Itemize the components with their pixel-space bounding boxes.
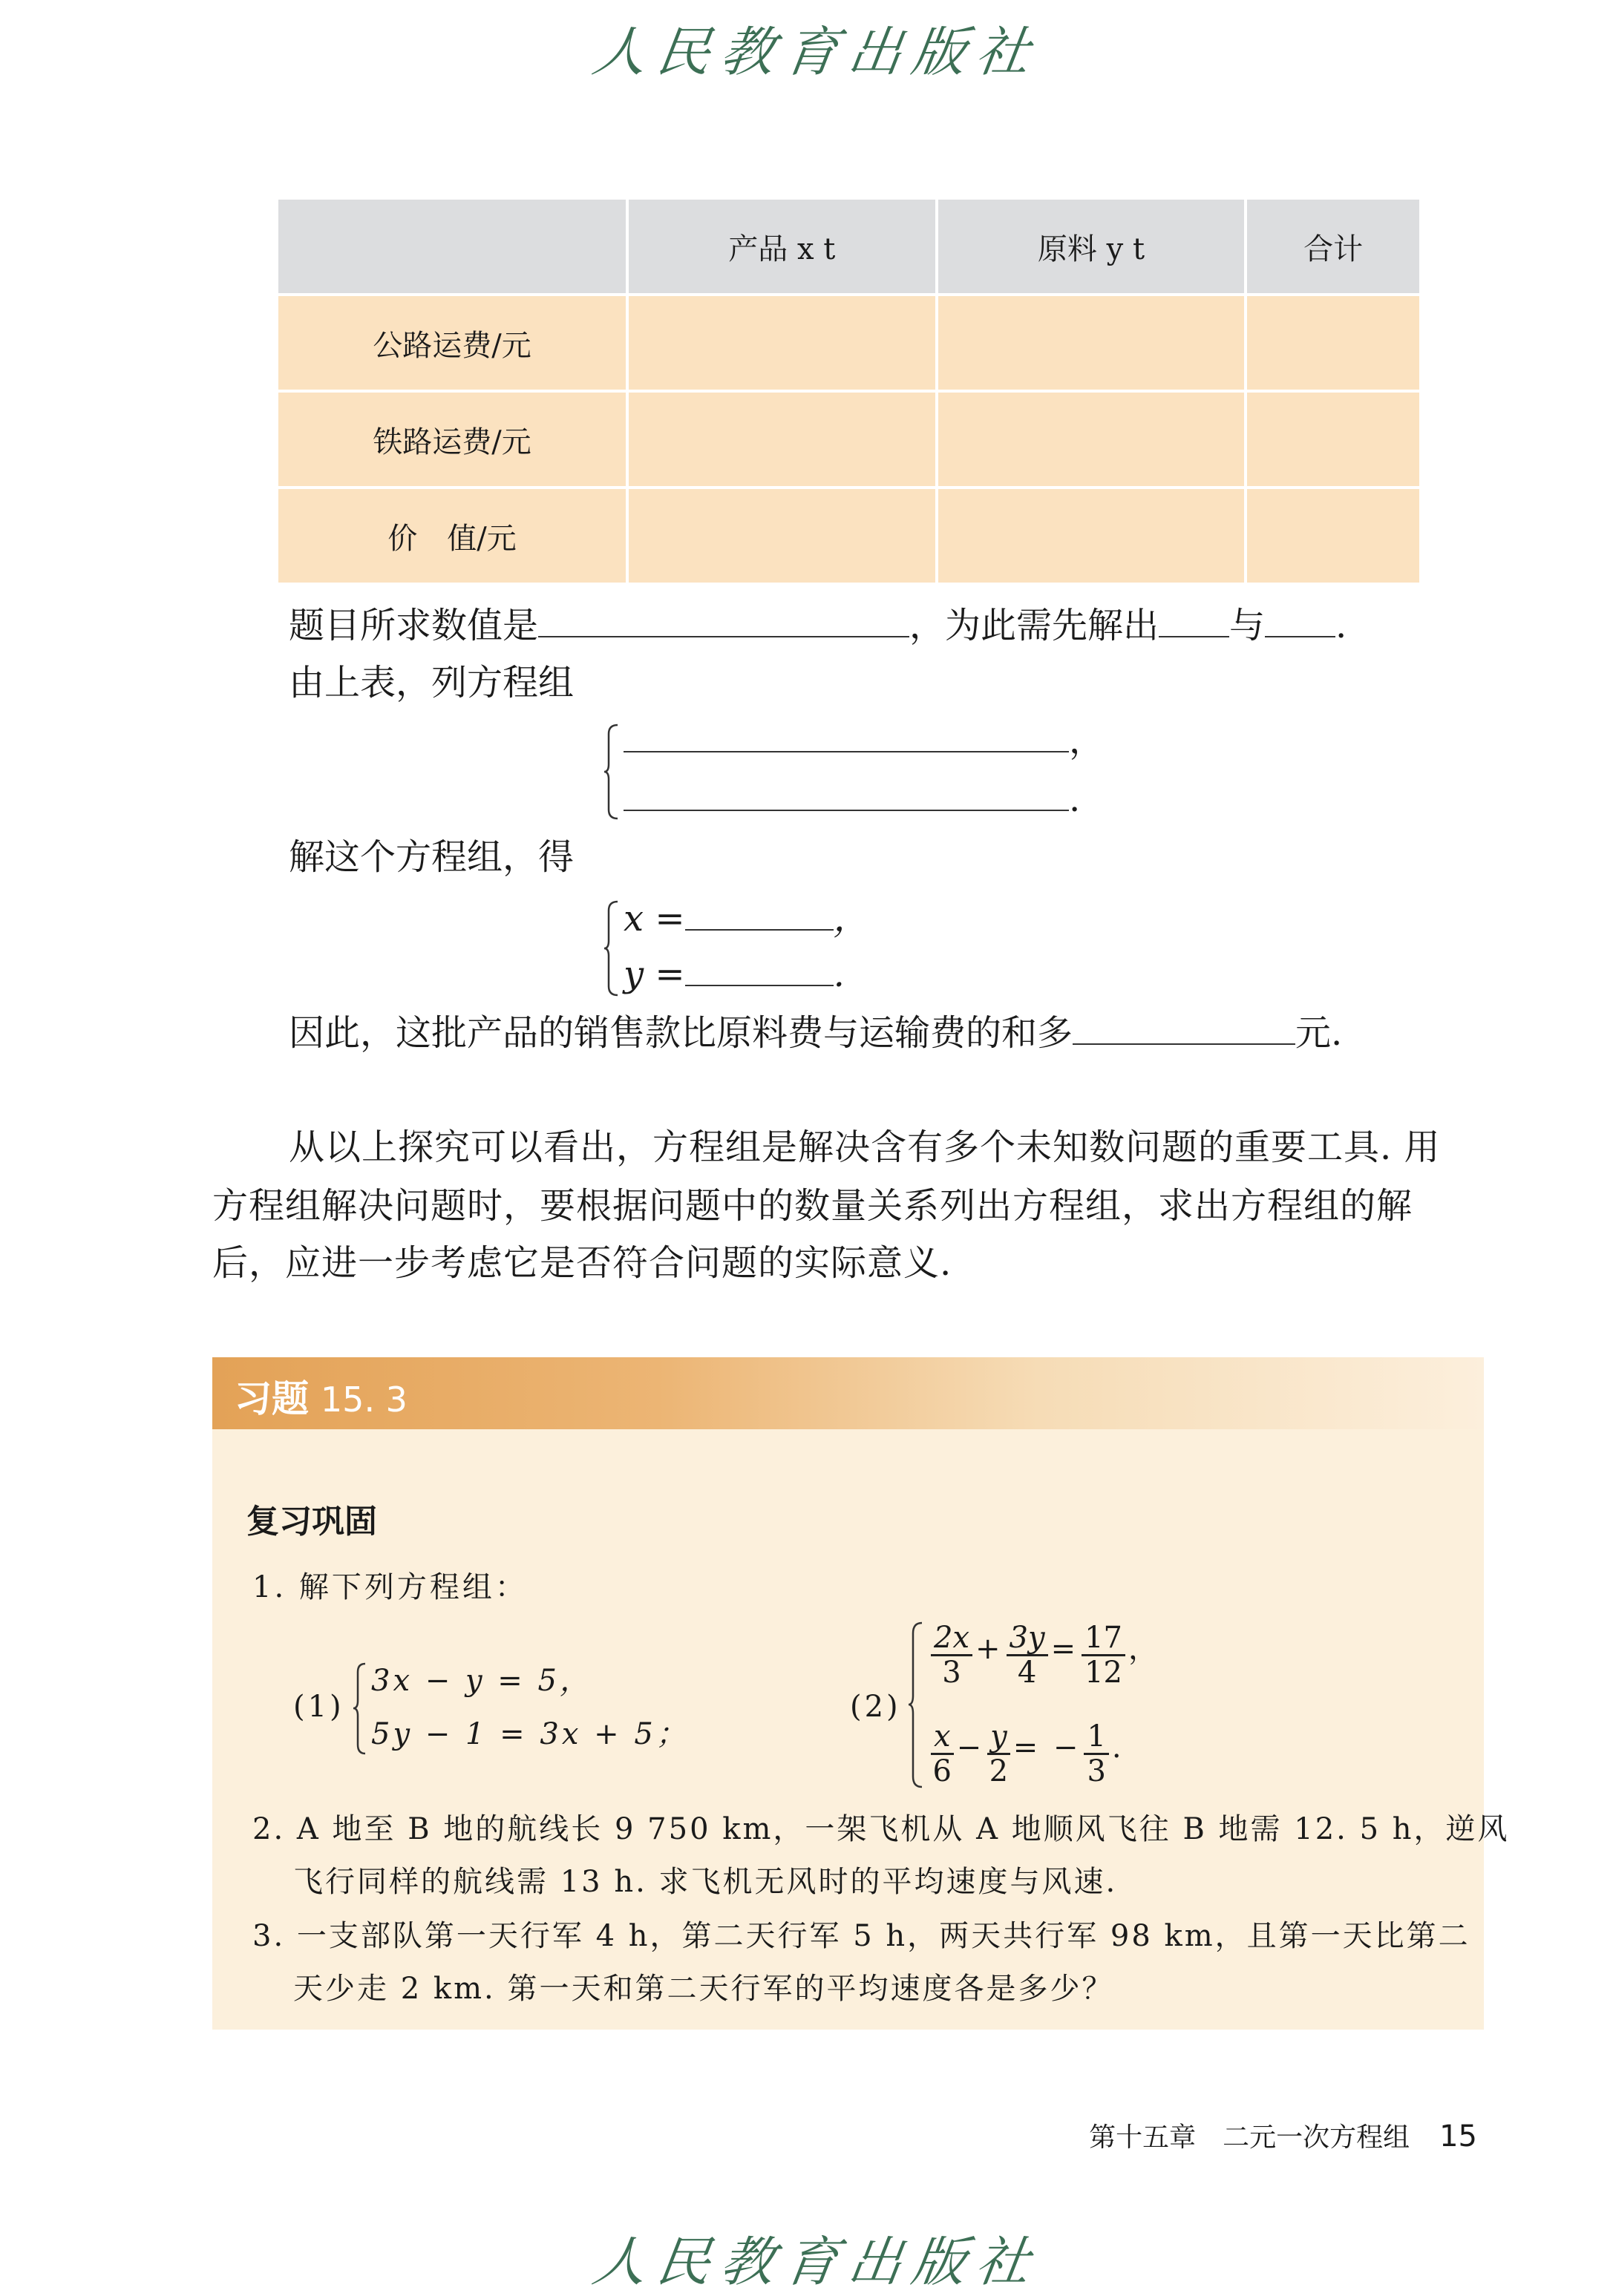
problem-3-line-2: 天少走 2 km. 第一天和第二天行军的平均速度各是多少？: [293, 1972, 1114, 2006]
text: ，为此需先解出: [909, 605, 1159, 646]
left-brace-icon: [603, 900, 619, 997]
table-header-cell: 原料 y t: [938, 200, 1245, 293]
problem-2-line-1: 2. A 地至 B 地的航线长 9 750 km，一架飞机从 A 地顺风飞往 B 地需 12. 5 h，逆风: [252, 1812, 1510, 1846]
table-cell: [938, 393, 1245, 486]
system-1-label: (1): [293, 1690, 344, 1724]
question-line-3: 解这个方程组，得: [289, 836, 575, 878]
table-header-cell: [278, 200, 626, 293]
operator: −: [956, 1731, 985, 1765]
question-line-4: [289, 1011, 1342, 1055]
table-header-cell: 合计: [1247, 200, 1419, 293]
table-cell: [1247, 393, 1419, 486]
denominator: 3: [1087, 1754, 1106, 1788]
text: .: [1335, 605, 1347, 646]
paragraph-line: 从以上探究可以看出，方程组是解决含有多个未知数问题的重要工具. 用: [289, 1126, 1441, 1168]
text: .: [1069, 778, 1081, 820]
question-line-2: 由上表，列方程组: [289, 662, 575, 703]
page-footer: [1089, 2116, 1477, 2154]
solution-x-row: [624, 896, 869, 941]
fraction: [1084, 1720, 1108, 1788]
denominator: 2: [989, 1754, 1009, 1788]
numerator: 3y: [1007, 1621, 1048, 1656]
left-brace-icon: [603, 724, 619, 820]
text: 元.: [1295, 1012, 1343, 1054]
table-cell: [938, 489, 1245, 583]
system-2-label: (2): [850, 1690, 901, 1724]
text: 与: [1229, 605, 1266, 646]
paragraph-line: 方程组解决问题时，要根据问题中的数量关系列出方程组，求出方程组的解: [212, 1185, 1413, 1227]
text: 题目所求数值是: [289, 605, 539, 646]
text: y =: [624, 954, 685, 995]
text: ，: [1069, 720, 1105, 761]
table-cell: [1247, 296, 1419, 390]
answer-blank[interactable]: [1265, 603, 1335, 637]
answer-blank[interactable]: [624, 718, 1069, 752]
text: 因此，这批产品的销售款比原料费与运输费的和多: [289, 1012, 1073, 1054]
problem-3-line-1: 3. 一支部队第一天行军 4 h，第二天行军 5 h，两天共行军 98 km，且第一天比第二: [252, 1919, 1470, 1953]
publisher-logo: 人民教育出版社: [589, 2231, 1045, 2293]
denominator: 6: [932, 1754, 952, 1788]
text: 习题: [235, 1377, 309, 1420]
denominator: 12: [1084, 1656, 1122, 1690]
fraction: [931, 1720, 954, 1788]
punctuation: ，: [1128, 1632, 1161, 1666]
system-2-eq-2: [928, 1720, 1125, 1788]
paragraph-line: 后，应进一步考虑它是否符合问题的实际意义.: [212, 1242, 952, 1284]
chapter-title: 第十五章 二元一次方程组: [1089, 2122, 1410, 2153]
operator: +: [975, 1632, 1004, 1666]
equation-blank-row: [624, 718, 1105, 763]
table-cell: [938, 296, 1245, 390]
left-brace-icon: [352, 1662, 367, 1755]
solution-y-row: [624, 952, 845, 997]
answer-blank[interactable]: [538, 603, 909, 637]
numerator: 17: [1082, 1621, 1125, 1656]
row-label: 铁路运费/元: [278, 393, 626, 486]
section-heading: 复习巩固: [246, 1503, 377, 1541]
system-1-eq-1: 3x − y = 5，: [371, 1664, 592, 1698]
equation-blank-row: [624, 777, 1080, 821]
table-row: [278, 489, 1419, 583]
table-cell: [629, 296, 935, 390]
question-line-1: [289, 603, 1347, 648]
table-row: [278, 296, 1419, 390]
denominator: 3: [942, 1656, 961, 1690]
text: ，: [833, 898, 869, 939]
fraction: [987, 1720, 1010, 1788]
answer-blank[interactable]: [624, 777, 1069, 811]
numerator: x: [931, 1720, 954, 1755]
numerator: 1: [1084, 1720, 1108, 1755]
answer-blank[interactable]: [685, 896, 834, 931]
table-cell: [629, 489, 935, 583]
denominator: 4: [1017, 1656, 1037, 1690]
answer-blank[interactable]: [685, 952, 834, 986]
left-brace-icon: [907, 1621, 923, 1788]
system-1-eq-2: 5y − 1 = 3x + 5；: [371, 1717, 689, 1751]
table-cell: [629, 393, 935, 486]
system-2-eq-1: [928, 1621, 1161, 1689]
text: 15. 3: [320, 1380, 408, 1420]
punctuation: .: [1111, 1731, 1125, 1765]
fraction: [1007, 1621, 1048, 1689]
numerator: y: [987, 1720, 1010, 1755]
answer-blank[interactable]: [1159, 603, 1229, 637]
text: .: [833, 954, 845, 995]
table-header-cell: 产品 x t: [629, 200, 935, 293]
page-number: 15: [1439, 2119, 1477, 2154]
fraction: [931, 1621, 972, 1689]
table-row: [278, 393, 1419, 486]
operator: = −: [1012, 1731, 1082, 1765]
problem-2-line-2: 飞行同样的航线需 13 h. 求飞机无风时的平均速度与风速.: [293, 1865, 1118, 1899]
table-cell: [1247, 489, 1419, 583]
exercise-title: [235, 1369, 408, 1423]
answer-blank[interactable]: [1073, 1011, 1295, 1045]
operator: =: [1050, 1632, 1079, 1666]
table-header-row: [278, 200, 1419, 293]
publisher-logo: 人民教育出版社: [589, 21, 1045, 83]
numerator: 2x: [931, 1621, 972, 1656]
row-label: 公路运费/元: [278, 296, 626, 390]
fraction: [1082, 1621, 1125, 1689]
problem-1: 1. 解下列方程组：: [252, 1570, 528, 1604]
cost-table: [275, 197, 1422, 586]
text: x =: [624, 898, 685, 939]
row-label: 价 值/元: [278, 489, 626, 583]
